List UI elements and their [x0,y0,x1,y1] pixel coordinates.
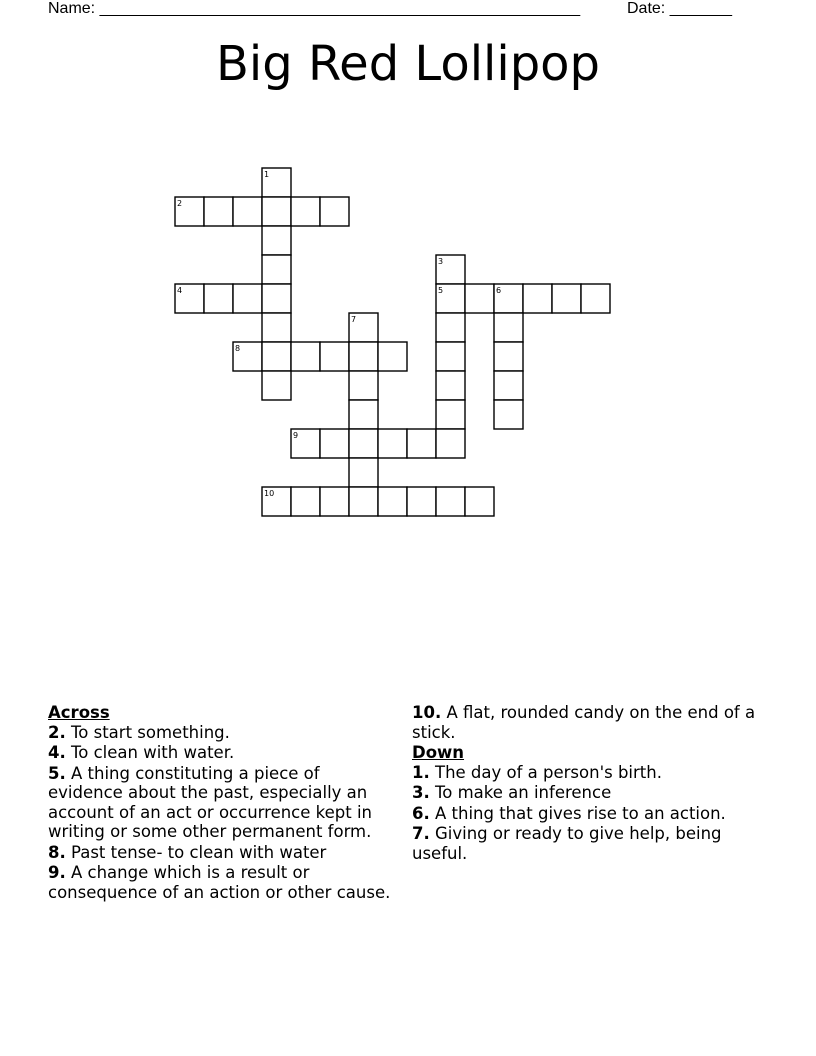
clues-left-column [48,703,398,903]
grid-cell[interactable] [320,342,349,371]
grid-cell[interactable] [494,342,523,371]
clue-number-8: 8 [235,344,241,353]
clues-right-column [412,703,762,864]
grid-cell[interactable] [291,487,320,516]
clue-number-7: 7 [351,315,357,324]
clue-number-3: 3 [438,257,444,266]
grid-cell[interactable] [349,342,378,371]
grid-cell[interactable] [262,197,291,226]
grid-cell[interactable] [204,284,233,313]
grid-cell[interactable] [262,313,291,342]
grid-cell[interactable] [581,284,610,313]
clue-down-3: 3. To make an inference [412,783,612,802]
across-heading: Across [48,703,110,722]
grid-cell[interactable] [349,429,378,458]
grid-cell[interactable] [262,342,291,371]
grid-cell[interactable] [233,197,262,226]
grid-cell[interactable] [494,371,523,400]
clue-number-6: 6 [496,286,502,295]
grid-cell[interactable] [465,487,494,516]
grid-cell[interactable] [407,487,436,516]
page-title: Big Red Lollipop [215,36,601,92]
clue-across-4: 4. To clean with water. [48,743,235,762]
grid-cell[interactable] [320,197,349,226]
grid-cell[interactable] [349,371,378,400]
name-field-label: Name: ______________________________________________________ [48,0,581,17]
grid-cell[interactable] [436,400,465,429]
grid-cell[interactable] [291,342,320,371]
clue-across-10: 10. A flat, rounded candy on the end of a stick. [412,703,756,742]
grid-cell[interactable] [465,284,494,313]
clue-across-8: 8. Past tense- to clean with water [48,842,327,862]
grid-cell[interactable] [378,342,407,371]
clue-across-2: 2. To start something. [48,722,230,742]
clue-number-4: 4 [177,286,183,295]
grid-cell[interactable] [436,371,465,400]
clue-down-6: 6. A thing that gives rise to an action. [412,803,726,823]
clue-number-2: 2 [177,199,183,208]
date-field-label: Date: _______ [627,0,732,17]
grid-cell[interactable] [436,429,465,458]
grid-cell[interactable] [262,255,291,284]
clue-number-1: 1 [264,170,270,179]
grid-cell[interactable] [262,226,291,255]
clue-number-9: 9 [293,431,299,440]
grid-cell[interactable] [494,313,523,342]
grid-cell[interactable] [523,284,552,313]
grid-cell[interactable] [349,400,378,429]
grid-cell[interactable] [291,197,320,226]
grid-cell[interactable] [407,429,436,458]
grid-cell[interactable] [320,429,349,458]
grid-cell[interactable] [204,197,233,226]
grid-cell[interactable] [552,284,581,313]
grid-cell[interactable] [378,429,407,458]
clue-number-5: 5 [438,286,444,295]
clue-down-7: 7. Giving or ready to give help, being useful. [412,824,722,863]
grid-cell[interactable] [436,313,465,342]
grid-cell[interactable] [436,342,465,371]
grid-cell[interactable] [262,284,291,313]
grid-cell[interactable] [494,400,523,429]
grid-cell[interactable] [320,487,349,516]
grid-cell[interactable] [233,284,262,313]
clue-down-1: 1. The day of a person's birth. [412,762,662,782]
grid-cell[interactable] [349,458,378,487]
grid-cell[interactable] [378,487,407,516]
grid-cell[interactable] [262,371,291,400]
clue-across-9: 9. A change which is a result or consequence of an action or other cause. [48,863,391,902]
grid-cell[interactable] [349,487,378,516]
clue-number-10: 10 [264,489,275,498]
grid-cell[interactable] [436,487,465,516]
down-heading: Down [412,743,465,762]
clue-across-5: 5. A thing constituting a piece of evidence about the past, especially an account of an act or occurrence kept in writing or some other permanent form. [48,763,372,841]
